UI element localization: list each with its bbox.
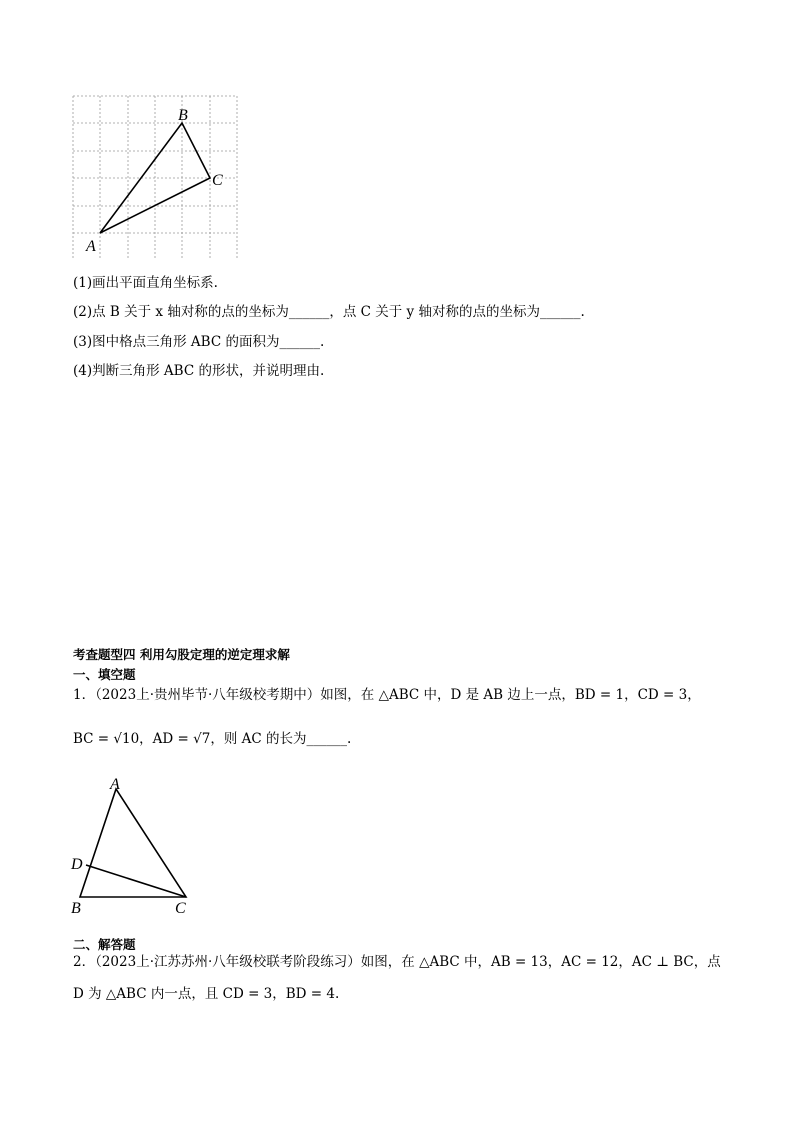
label-a: A <box>86 238 96 255</box>
label-a-2: A <box>110 776 120 793</box>
segment-cd <box>86 865 186 897</box>
question-1-line-2: BC = √10，AD = √7，则 AC 的长为______. <box>73 731 352 747</box>
question-part-3: (3)图中格点三角形 ABC 的面积为______. <box>73 334 325 350</box>
question-1-line-1: 1．（2023上·贵州毕节·八年级校考期中）如图，在 △ABC 中，D 是 AB 边上一点，BD = 1，CD = 3， <box>73 687 701 703</box>
part-fill-blank-heading: 一、填空题 <box>73 667 136 682</box>
section-title: 考查题型四 利用勾股定理的逆定理求解 <box>73 647 290 662</box>
triangle-d-figure <box>68 775 198 917</box>
question-part-4: (4)判断三角形 ABC 的形状，并说明理由. <box>73 363 325 379</box>
label-d: D <box>71 856 83 873</box>
question-2-line-1: 2．（2023上·江苏苏州·八年级校联考阶段练习）如图，在 △ABC 中，AB = 13，AC = 12，AC ⊥ BC，点 <box>73 954 721 970</box>
part-answer-heading: 二、解答题 <box>73 937 136 952</box>
grid-triangle-figure <box>60 88 250 258</box>
label-b: B <box>178 107 188 124</box>
question-part-2: (2)点 B 关于 x 轴对称的点的坐标为______，点 C 关于 y 轴对称的点的坐标为______. <box>73 304 585 320</box>
question-part-1: (1)画出平面直角坐标系. <box>73 275 218 291</box>
label-b-2: B <box>71 900 81 917</box>
label-c-2: C <box>175 900 186 917</box>
label-c: C <box>212 172 223 189</box>
question-2-line-2: D 为 △ABC 内一点，且 CD = 3，BD = 4. <box>73 986 340 1002</box>
